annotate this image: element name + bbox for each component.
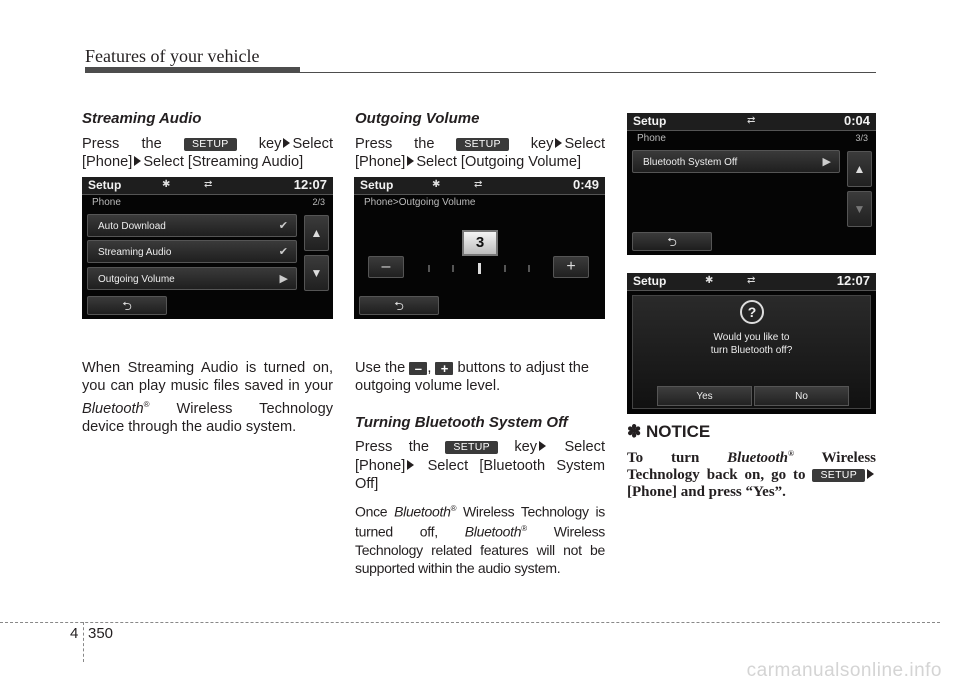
- arrow-down-icon: ▼: [853, 202, 866, 216]
- back-button[interactable]: [632, 232, 712, 251]
- volume-buttons-description: Use the – , + buttons to adjust the outgoing volume level.: [355, 359, 589, 394]
- usb-icon: ⇄: [747, 275, 756, 286]
- screen-title: Setup: [360, 178, 394, 192]
- arrow-right-icon: [867, 469, 874, 479]
- arrow-right-icon: [134, 156, 141, 166]
- question-icon: ?: [740, 300, 764, 324]
- page-indicator: 2/3: [312, 197, 325, 207]
- volume-tick: [452, 265, 454, 272]
- screen-subtitle: Phone: [92, 197, 121, 208]
- volume-tick: [504, 265, 506, 272]
- plus-key-badge: +: [435, 362, 453, 375]
- chapter-number: 4: [70, 625, 79, 642]
- volume-plus-button[interactable]: [553, 256, 589, 278]
- scroll-down-button[interactable]: [304, 255, 329, 291]
- instruction-line-2: [Phone] Select [Streaming Audio]: [82, 154, 304, 170]
- setup-key-badge: SETUP: [456, 138, 509, 151]
- instruction-line-2: [Phone] Select [Outgoing Volume]: [355, 154, 581, 170]
- dialog-panel: [632, 295, 871, 409]
- usb-icon: ⇄: [204, 179, 213, 190]
- clock: 12:07: [293, 177, 327, 192]
- volume-level-ticks: [422, 263, 537, 273]
- scroll-down-button[interactable]: [847, 191, 872, 227]
- volume-tick: [428, 265, 430, 272]
- setup-key-badge: SETUP: [184, 138, 237, 151]
- section-heading-bluetooth-off: Turning Bluetooth System Off: [355, 413, 568, 431]
- bluetooth-icon: ✱: [432, 179, 441, 190]
- screen-title: Setup: [633, 114, 667, 128]
- menu-item-bluetooth-system-off[interactable]: Bluetooth System Off ▶: [632, 150, 840, 173]
- screen-phone-settings-page3: [627, 113, 876, 255]
- streaming-description: When Streaming Audio is turned on, you can play music files saved in your Bluetooth® Wireless Technology device through the audio system.: [82, 359, 333, 435]
- scroll-up-button[interactable]: [304, 215, 329, 251]
- back-icon: ⮌: [667, 235, 677, 249]
- check-icon: ✔: [278, 220, 288, 232]
- instruction-line-1: Press the SETUP key Select: [355, 439, 606, 455]
- back-button[interactable]: [87, 296, 167, 315]
- setup-key-badge: SETUP: [812, 469, 865, 482]
- notice-title: ✽ NOTICE: [627, 422, 711, 441]
- arrow-right-icon: [555, 138, 562, 148]
- screen-title: Setup: [633, 274, 667, 288]
- volume-minus-button[interactable]: [368, 256, 404, 278]
- page-indicator: 3/3: [855, 133, 868, 143]
- notice-text: To turn Bluetooth® Wireless Technology back on, go to SETUP [Phone] and press “Yes”.: [627, 448, 877, 500]
- arrow-up-icon: ▲: [853, 162, 866, 176]
- header-title: Features of your vehicle: [85, 46, 260, 66]
- check-icon: ✔: [278, 246, 288, 258]
- menu-item-streaming-audio[interactable]: Streaming Audio ✔: [87, 240, 297, 263]
- volume-value-display: 3: [462, 230, 498, 256]
- clock: 0:04: [843, 113, 870, 128]
- menu-item-auto-download[interactable]: Auto Download ✔: [87, 214, 297, 237]
- clock: 0:49: [572, 177, 599, 192]
- usb-icon: ⇄: [474, 179, 483, 190]
- section-heading-streaming-audio: Streaming Audio: [82, 110, 202, 127]
- arrow-right-icon: ▶: [279, 273, 288, 285]
- screen-phone-settings-page2: [82, 177, 333, 319]
- instruction-line-1: Press the SETUP key Select: [82, 135, 333, 152]
- usb-icon: ⇄: [747, 115, 756, 126]
- screen-subtitle: Phone>Outgoing Volume: [364, 197, 476, 208]
- header-bar: [85, 67, 300, 73]
- back-icon: ⮌: [394, 299, 404, 313]
- instruction-line-1: Press the SETUP key Select: [355, 135, 605, 152]
- watermark: carmanualsonline.info: [746, 660, 942, 681]
- arrow-right-icon: [407, 156, 414, 166]
- screen-title: Setup: [88, 178, 122, 192]
- screen-subtitle: Phone: [637, 133, 666, 144]
- dialog-message: Would you like to turn Bluetooth off?: [710, 332, 793, 356]
- scroll-up-button[interactable]: [847, 151, 872, 187]
- section-heading-outgoing-volume: Outgoing Volume: [355, 110, 480, 127]
- clock: 12:07: [836, 273, 870, 288]
- menu-item-outgoing-volume[interactable]: Outgoing Volume ▶: [87, 267, 297, 290]
- arrow-right-icon: ▶: [822, 156, 831, 168]
- arrow-down-icon: ▼: [310, 266, 323, 280]
- screen-outgoing-volume: [354, 177, 605, 319]
- arrow-right-icon: [407, 460, 414, 470]
- yes-button[interactable]: Yes: [657, 386, 752, 406]
- page-number: 350: [88, 625, 114, 642]
- bluetooth-icon: ✱: [162, 179, 171, 190]
- volume-tick-active: [478, 263, 481, 274]
- arrow-right-icon: [539, 441, 546, 451]
- back-button[interactable]: [359, 296, 439, 315]
- setup-key-badge: SETUP: [445, 441, 498, 454]
- notice-box: [627, 423, 876, 501]
- header-rule: [300, 72, 876, 73]
- minus-key-badge: –: [409, 362, 427, 375]
- bluetooth-icon: ✱: [705, 275, 714, 286]
- bluetooth-off-description: Once Bluetooth® Wireless Technology is turned off, Bluetooth® Wireless Technology related features will not be supported within the audio system.: [355, 503, 606, 576]
- arrow-right-icon: [283, 138, 290, 148]
- screen-bluetooth-off-confirm: [627, 273, 876, 414]
- footer-divider: [83, 622, 84, 662]
- volume-tick: [528, 265, 530, 272]
- no-button[interactable]: No: [754, 386, 849, 406]
- minus-icon: –: [381, 258, 391, 275]
- back-icon: ⮌: [122, 299, 132, 313]
- instruction-line-2: [Phone] Select [Bluetooth System Off]: [355, 457, 605, 492]
- arrow-up-icon: ▲: [310, 226, 323, 240]
- plus-icon: +: [566, 258, 576, 275]
- footer-rule: [0, 622, 940, 623]
